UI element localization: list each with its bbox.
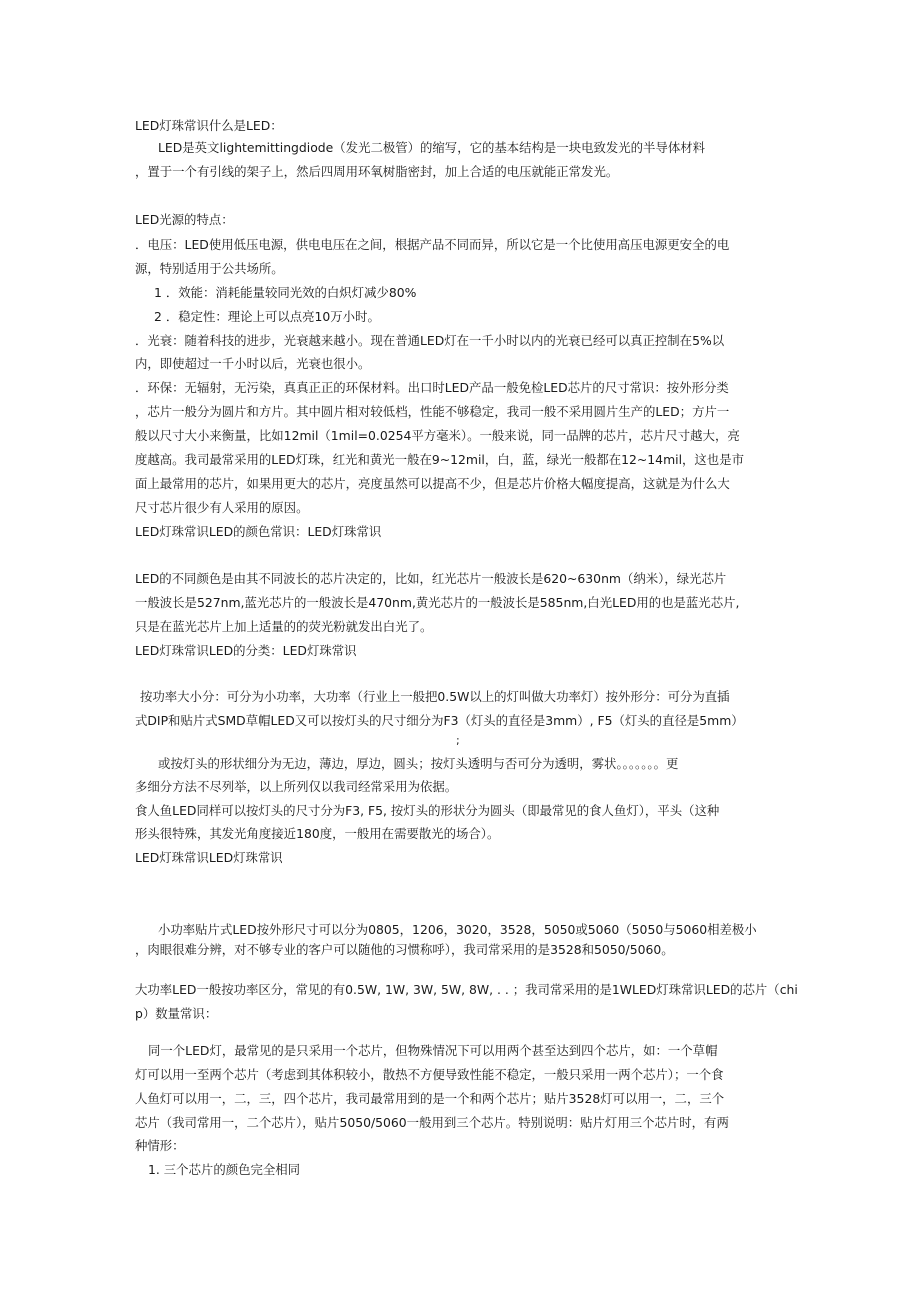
text-line: 只是在蓝光芯片上加上适量的的荧光粉就发出白光了。 [135,619,433,634]
text-line: 小功率贴片式LED按外形尺寸可以分为0805，1206，3020，3528，5050或5060（5050与5060相差极小 [158,922,757,937]
text-line-list-item: 1 ．效能：消耗能量较同光效的白炽灯减少80% [154,285,417,300]
text-line: 形头很特殊，其发光角度接近180度，一般用在需要散光的场合）。 [135,826,500,841]
text-line: p）数量常识： [135,1006,218,1021]
text-line: ，置于一个有引线的架子上，然后四周用环氧树脂密封，加上合适的电压就能正常发光。 [135,164,619,179]
text-line: 按功率大小分：可分为小功率，大功率（行业上一般把0.5W以上的灯叫做大功率灯）按外形分：可分为直插 [140,689,730,704]
text-line: 多细分方法不尽列举，以上所列仅以我司经常采用为依据。 [135,779,458,794]
text-line: 源，特别适用于公共场所。 [135,261,284,276]
text-line: 式DIP和贴片式SMD草帽LED又可以按灯头的尺寸细分为F3（灯头的直径是3mm）, F5（灯头的直径是5mm） [135,713,744,728]
text-line: ．电压：LED使用低压电源，供电电压在之间，根据产品不同而异，所以它是一个比使用高压电源更安全的电 [135,237,730,252]
text-line: 灯可以用一至两个芯片（考虑到其体积较小，散热不方便导致性能不稳定，一般只采用一两个芯片）；一个食 [135,1067,724,1082]
text-line-heading-led-color: LED灯珠常识LED的颜色常识：LED灯珠常识 [135,524,382,539]
text-line: ，肉眼很难分辨，对不够专业的客户可以随他的习惯称呼），我司常采用的是3528和5050/5060。 [135,942,674,957]
text-line-heading-led-features: LED光源的特点： [135,212,234,227]
text-line: 面上最常用的芯片，如果用更大的芯片，亮度虽然可以提高不少，但是芯片价格大幅度提高，这就是为什么大 [135,476,730,491]
text-line: 内，即使超过一千小时以后，光衰也很小。 [135,356,371,371]
text-line-heading-what-is-led: LED灯珠常识什么是LED： [135,118,283,133]
text-line: 一般波长是527nm,蓝光芯片的一般波长是470nm,黄光芯片的一般波长是585nm,白光LED用的也是蓝光芯片, [135,595,740,610]
text-line: 芯片（我司常用一，二个芯片），贴片5050/5060一般用到三个芯片。特别说明：贴片灯用三个芯片时，有两 [135,1115,729,1130]
text-line: ．环保：无辐射，无污染，真真正正的环保材料。出口时LED产品一般免检LED芯片的尺寸常识：按外形分类 [135,380,729,395]
text-line: LED是英文lightemittingdiode（发光二极管）的缩写，它的基本结构是一块电致发光的半导体材料 [158,140,706,155]
text-line: 食人鱼LED同样可以按灯头的尺寸分为F3, F5, 按灯头的形状分为圆头（即最常见的食人鱼灯），平头（这种 [135,803,720,818]
text-line: 般以尺寸大小来衡量，比如12mil（1mil=0.0254平方毫米）。一般来说，同一品牌的芯片，芯片尺寸越大，亮 [135,428,740,443]
text-line-list-item: 1. 三个芯片的颜色完全相同 [148,1162,301,1177]
text-line-semicolon: ; [456,734,460,747]
text-line: 同一个LED灯，最常见的是只采用一个芯片，但物殊情况下可以用两个甚至达到四个芯片，如：一个草帽 [148,1043,718,1058]
text-line-heading-led-beads: LED灯珠常识LED灯珠常识 [135,850,283,865]
text-line: 或按灯头的形状细分为无边，薄边，厚边，圆头；按灯头透明与否可分为透明，雾状。。。。。。。更 [158,756,679,771]
text-line: ．光衰：随着科技的进步，光衰越来越小。现在普通LED灯在一千小时以内的光衰已经可以真正控制在5%以 [135,333,725,348]
text-line: ，芯片一般分为圆片和方片。其中圆片相对较低档，性能不够稳定，我司一般不采用圆片生产的LED；方片一 [135,404,730,419]
text-line-list-item: 2 ．稳定性：理论上可以点亮10万小时。 [154,309,380,324]
text-line: 种情形： [135,1138,185,1153]
text-line: 度越高。我司最常采用的LED灯珠，红光和黄光一般在9~12mil，白，蓝，绿光一般都在12~14mil，这也是市 [135,452,744,467]
text-line: 人鱼灯可以用一，二，三，四个芯片，我司最常用到的是一个和两个芯片；贴片3528灯可以用一，二，三个 [135,1091,725,1106]
text-line-heading-led-classification: LED灯珠常识LED的分类：LED灯珠常识 [135,643,357,658]
text-line: LED的不同颜色是由其不同波长的芯片决定的，比如，红光芯片一般波长是620~630nm（纳米），绿光芯片 [135,571,727,586]
text-line: 大功率LED一般按功率区分，常见的有0.5W, 1W, 3W, 5W, 8W, . . ；我司常采用的是1WLED灯珠常识LED的芯片（chi [135,982,798,997]
text-line: 尺寸芯片很少有人采用的原因。 [135,500,309,515]
